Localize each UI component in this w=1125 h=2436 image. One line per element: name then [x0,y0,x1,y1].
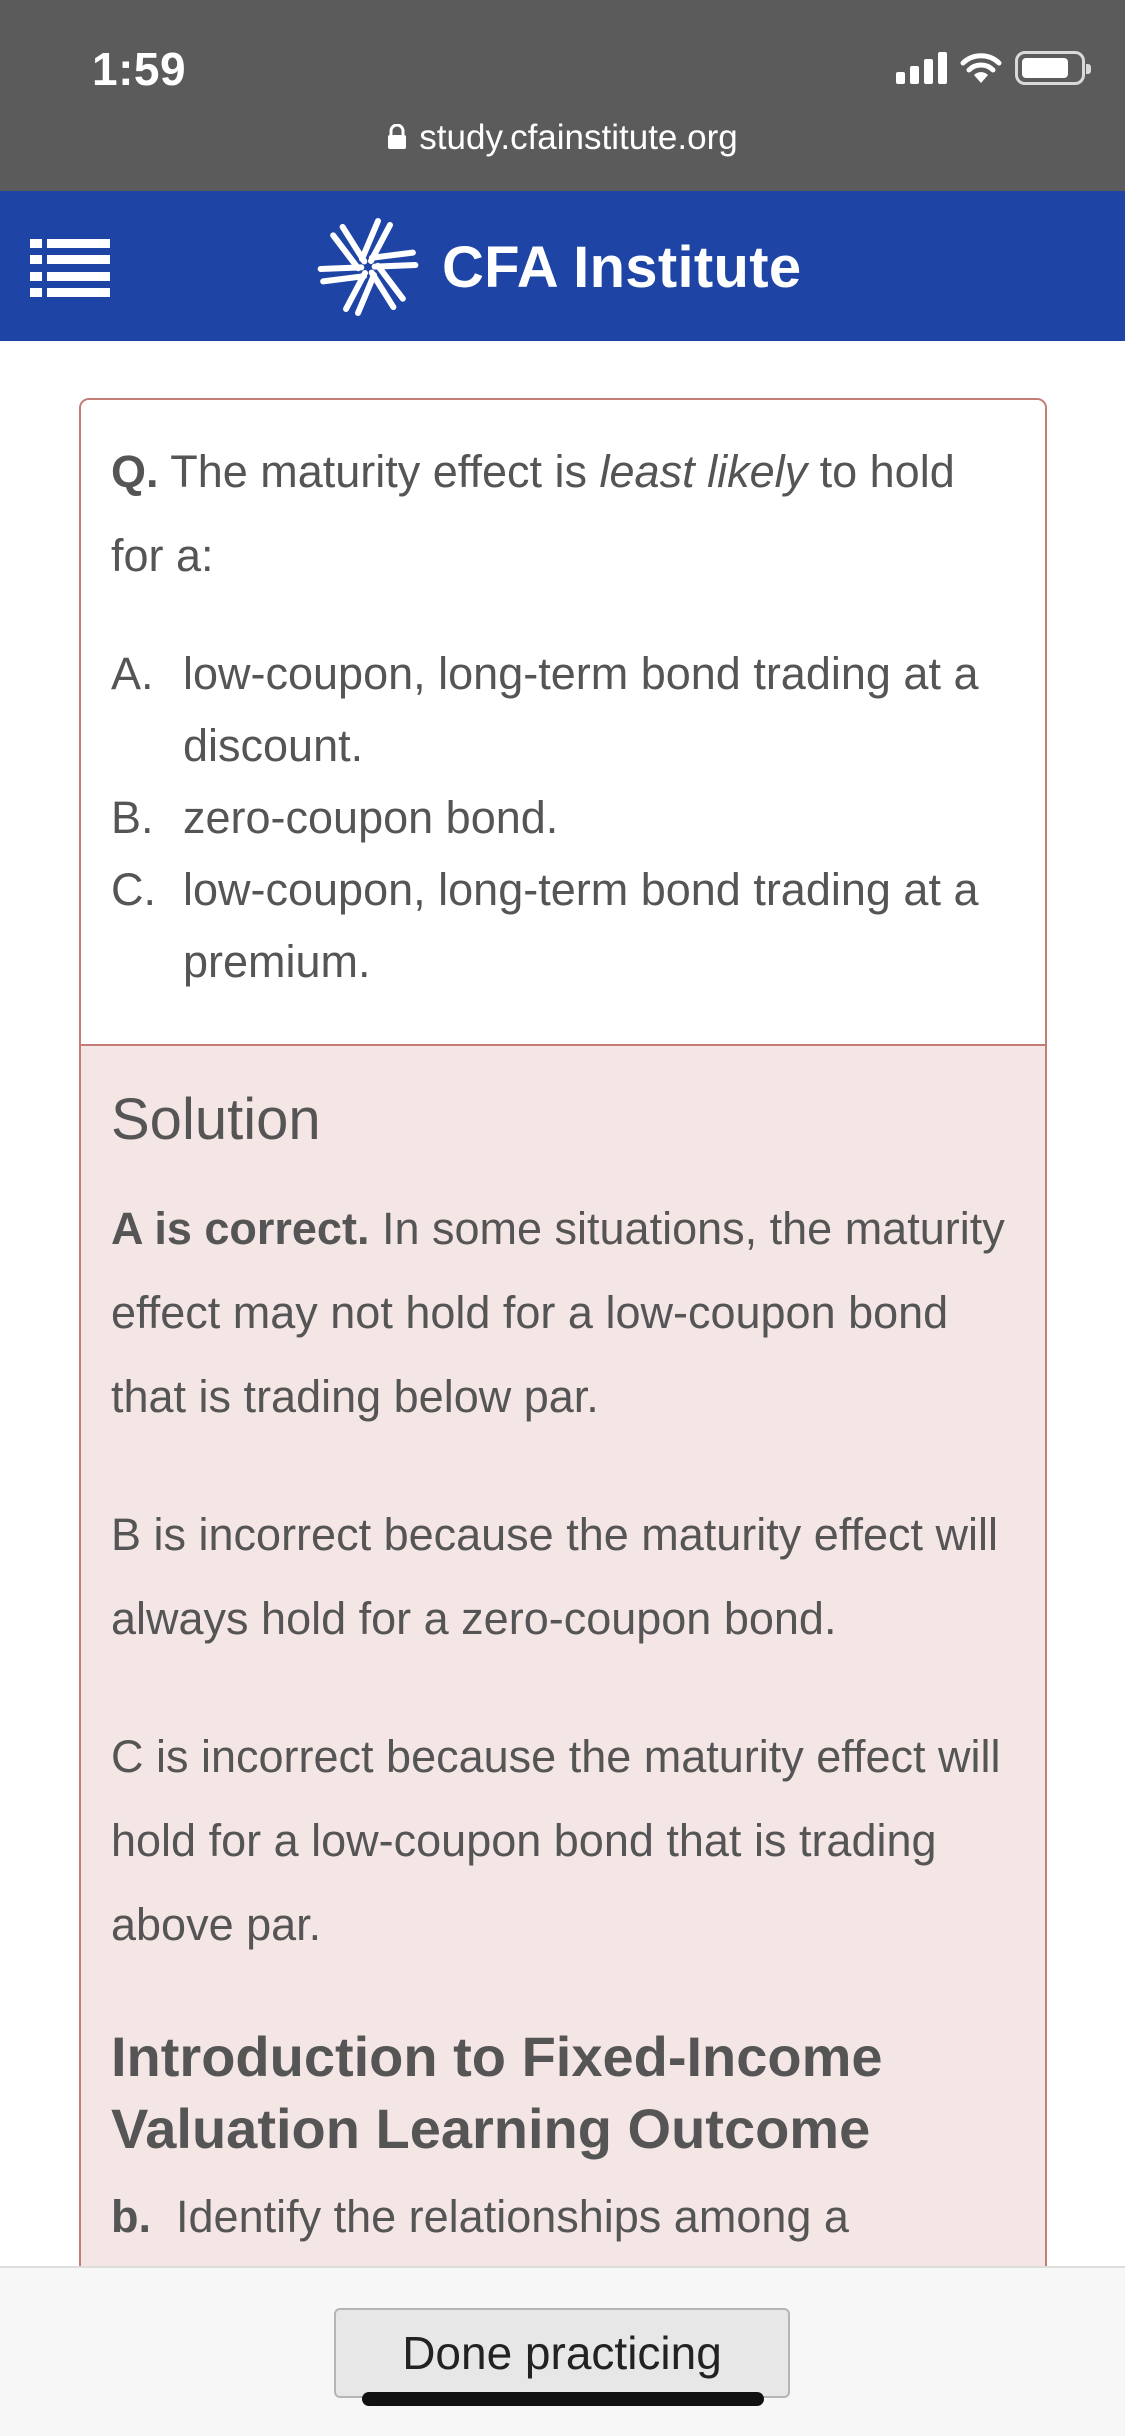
learning-outcome-text: Identify the relationships among a [176,2191,849,2242]
option-a[interactable] [111,638,1015,782]
explanation-b: B is incorrect because the maturity effect will always hold for a zero-coupon bond. [111,1509,999,1644]
browser-chrome [0,0,1125,191]
url-bar[interactable] [0,118,1125,158]
question-card [79,398,1047,2436]
signal-icon [896,52,947,84]
done-practicing-button[interactable]: Done practicing [334,2308,790,2398]
solution-correct [111,1187,1015,1439]
question-text [111,430,1015,598]
menu-icon[interactable] [30,239,110,297]
option-letter: A. [111,648,154,699]
question-emphasis: least likely [599,446,808,497]
option-text: zero-coupon bond. [183,792,559,843]
home-indicator[interactable] [362,2392,764,2406]
question-text-after: to hold for a: [111,446,955,581]
battery-icon [1015,51,1085,85]
correct-label: A is correct. [111,1203,370,1254]
explanation-c: C is incorrect because the maturity effect will hold for a low-coupon bond that is trading above par. [111,1731,1001,1950]
option-letter: B. [111,792,154,843]
status-icons [896,48,1085,88]
solution-title: Solution [111,1087,321,1152]
correct-text: In some situations, the maturity effect may not hold for a low-coupon bond that is trading below par. [111,1203,1005,1422]
option-b[interactable] [111,782,1015,854]
option-c[interactable] [111,854,1015,998]
question-section [81,400,1045,1046]
cfa-logo-icon [316,215,420,319]
bottom-bar [0,2266,1125,2436]
brand-logo[interactable] [316,217,801,317]
status-time: 1:59 [92,43,187,95]
option-text: low-coupon, long-term bond trading at a discount. [183,648,979,771]
app-header [0,191,1125,341]
question-text-before: The maturity effect is [158,446,600,497]
learning-outcome-item [111,2175,1015,2259]
question-prefix: Q. [111,446,159,497]
option-text: low-coupon, long-term bond trading at a premium. [183,864,979,987]
url-text: study.cfainstitute.org [419,118,738,157]
option-letter: C. [111,864,156,915]
learning-outcome-letter: b. [111,2191,151,2242]
learning-outcome-title: Introduction to Fixed-Income Valuation Learning Outcome [111,2025,883,2160]
brand-name: CFA Institute [442,234,802,300]
solution-section [81,1046,1045,2436]
lock-icon [387,124,407,150]
wifi-icon [959,51,1003,85]
answer-options [111,638,1015,998]
